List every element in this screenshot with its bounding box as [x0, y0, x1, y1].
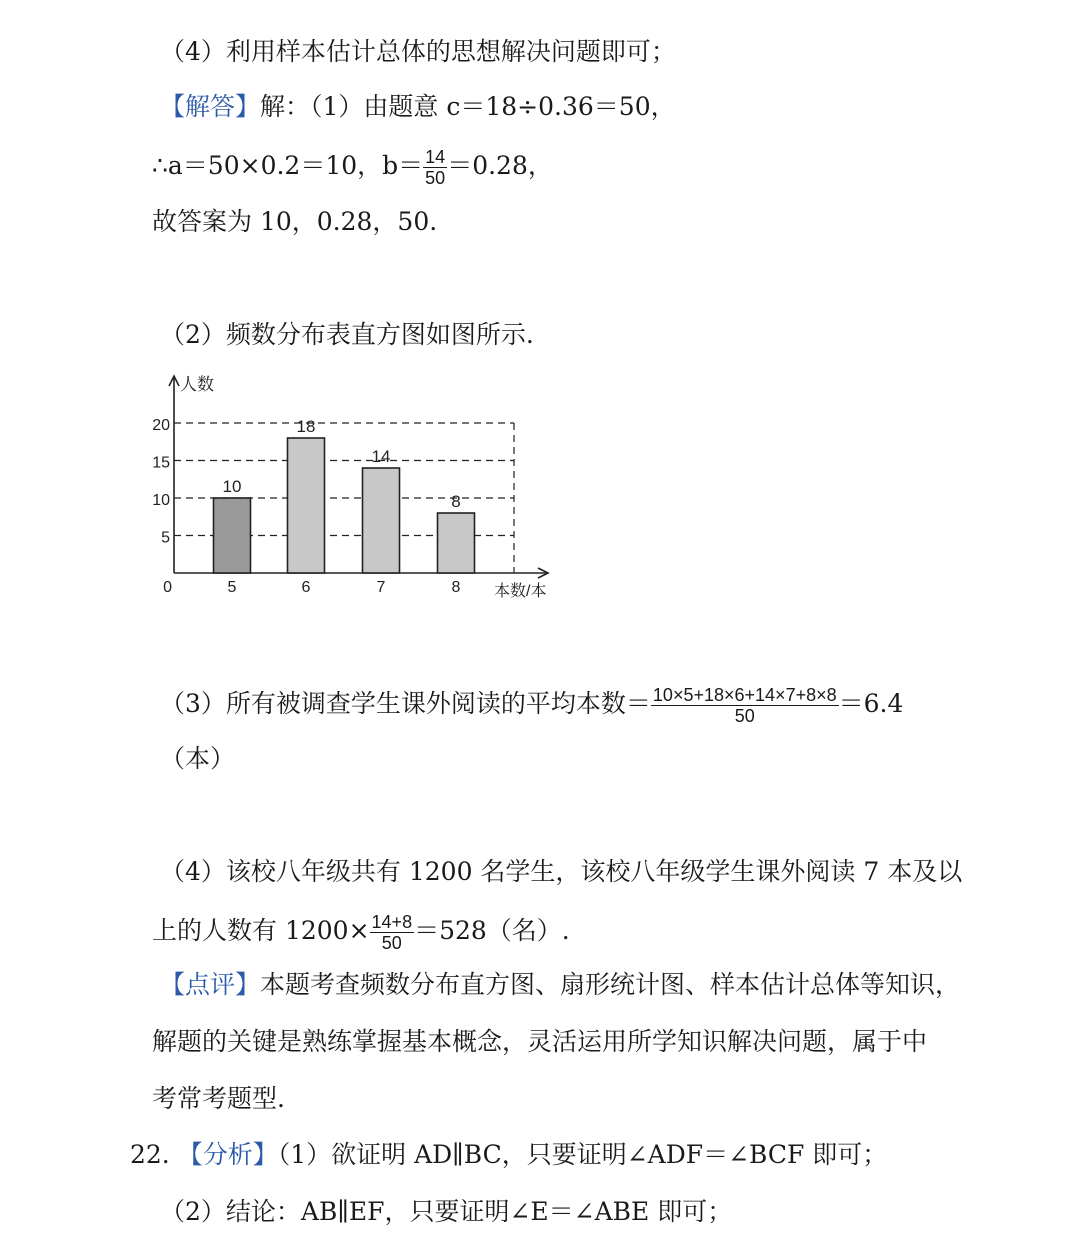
x-tick-label: 7 [376, 579, 386, 596]
x-tick-label: 8 [451, 579, 461, 596]
x-tick-label: 5 [227, 579, 237, 596]
fraction-mean: $\frac{10\times 5+18\times 6+14\times 7+8\times 8}{50}$ [652, 685, 837, 726]
line-part4-result: 上的人数有 1200× $\frac{14+8}{50}$ ＝528（名）. [152, 912, 570, 953]
line-comment-2: 解题的关键是熟练掌握基本概念，灵活运用所学知识解决问题，属于中 [152, 1027, 928, 1056]
comment-tag: 【点评】 [160, 970, 261, 999]
line-comment-1: 【点评】本题考查频数分布直方图、扇形统计图、样本估计总体等知识， [160, 970, 961, 999]
analysis-tag: 【分析】 [177, 1140, 278, 1169]
x-axis-label: 本数/本 [494, 583, 547, 600]
line-part3-mean: （3）所有被调查学生课外阅读的平均本数＝ $\frac{10\times 5+18\times 6+14\times 7+8\times 8}{50}$ ＝6.4 [160, 685, 904, 726]
bar-data-label: 8 [451, 492, 461, 511]
line-a-b-calc: ∴a＝50×0.2＝10，b＝ $\frac{14}{50}$ ＝0.28， [152, 147, 553, 188]
bar-data-label: 14 [371, 447, 391, 466]
origin-label: 0 [163, 579, 172, 596]
bar [363, 468, 400, 573]
line-answer-part1: 【解答】解：（1）由题意 c＝18÷0.36＝50， [160, 92, 676, 121]
line-q22-part2: （2）结论：AB∥EF，只要证明∠E＝∠ABE 即可； [160, 1197, 733, 1226]
bar [438, 513, 475, 573]
answer-tag: 【解答】 [160, 92, 261, 121]
line-q22-analysis: 22. 【分析】（1）欲证明 AD∥BC，只要证明∠ADF＝∠BCF 即可； [130, 1140, 888, 1169]
histogram-chart [150, 370, 570, 610]
y-tick-label: 5 [161, 529, 170, 547]
bar-data-label: 18 [296, 417, 316, 436]
line-part2: （2）频数分布表直方图如图所示. [160, 320, 534, 349]
line-comment-3: 考常考题型. [152, 1084, 285, 1113]
bar [288, 438, 325, 573]
bar-data-label: 10 [222, 477, 242, 496]
y-tick-label: 15 [152, 454, 170, 472]
bar [214, 498, 251, 573]
y-tick-label: 10 [152, 492, 170, 509]
fraction-ratio: $\frac{14+8}{50}$ [371, 912, 413, 953]
line-answers: 故答案为 10，0.28，50. [152, 207, 438, 236]
line-part4-total: （4）该校八年级共有 1200 名学生，该校八年级学生课外阅读 7 本及以 [160, 857, 963, 886]
x-tick-label: 6 [301, 579, 311, 596]
fraction-b: $\frac{14}{50}$ [425, 147, 446, 188]
line-unit: （本） [160, 744, 236, 773]
question-number: 22. [130, 1140, 170, 1169]
y-axis-label: 人数 [180, 375, 214, 394]
line-part4-hint: （4）利用样本估计总体的思想解决问题即可； [160, 37, 676, 66]
y-tick-label: 20 [152, 417, 170, 434]
